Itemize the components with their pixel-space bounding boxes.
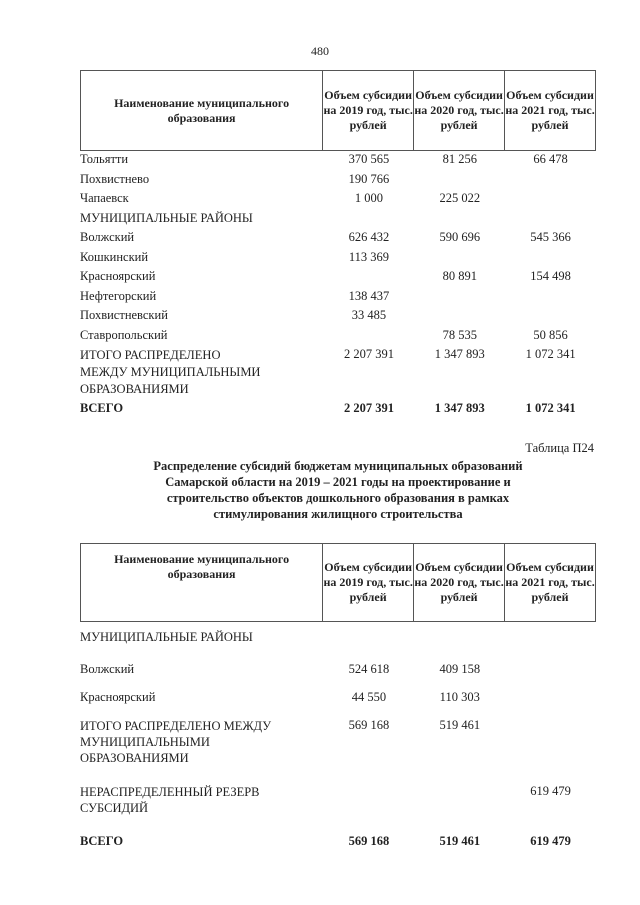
value-2020 <box>414 308 505 328</box>
value-2019: 370 565 <box>348 152 390 166</box>
distributed-label-line: ОБРАЗОВАНИЯМИ <box>80 751 189 765</box>
row-name: Волжский <box>80 662 135 676</box>
row-name: Красноярский <box>80 269 156 283</box>
section-heading: МУНИЦИПАЛЬНЫЕ РАЙОНЫ <box>80 210 253 225</box>
table-row <box>80 328 596 348</box>
value-2020: 519 461 <box>439 718 481 732</box>
distributed-label-line: МУНИЦИПАЛЬНЫМИ <box>80 735 210 749</box>
value-2021 <box>505 662 596 690</box>
value-2019: 33 485 <box>351 308 387 322</box>
value-2021 <box>505 250 596 270</box>
distributed-row <box>80 718 596 784</box>
value-2021: 154 498 <box>530 269 571 283</box>
table1-body <box>80 152 596 421</box>
section-heading: МУНИЦИПАЛЬНЫЕ РАЙОНЫ <box>80 630 253 644</box>
header-2020: Объем субсидии на 2020 год, тыс. рублей <box>414 544 505 622</box>
table-caption <box>80 458 596 522</box>
caption-line: строительство объектов дошкольного образования в рамках <box>166 491 510 505</box>
value-2020 <box>414 784 505 834</box>
value-2020 <box>414 172 505 192</box>
value-2020: 110 303 <box>439 690 480 704</box>
value-2021 <box>505 289 596 309</box>
caption-line: Распределение субсидий бюджетам муниципальных образований <box>153 459 523 473</box>
header-2019: Объем субсидии на 2019 год, тыс. рублей <box>323 71 414 151</box>
value-2019 <box>324 269 415 289</box>
value-2021: 1 072 341 <box>525 401 576 415</box>
total-row <box>80 834 596 854</box>
row-name: Кошкинский <box>80 249 149 264</box>
value-2020 <box>414 630 505 662</box>
reserve-row <box>80 784 596 834</box>
row-name: Похвистневский <box>80 308 168 322</box>
value-2021 <box>505 211 596 231</box>
total-label: ВСЕГО <box>80 401 124 415</box>
row-name: Нефтегорский <box>80 288 157 303</box>
value-2020 <box>414 211 505 231</box>
table-row <box>80 211 596 231</box>
value-2021: 1 072 341 <box>525 347 576 361</box>
value-2020: 590 696 <box>439 230 481 244</box>
value-2020: 1 347 893 <box>434 401 485 415</box>
row-name: Красноярский <box>80 690 156 704</box>
table-row <box>80 191 596 211</box>
total-label: ВСЕГО <box>80 834 124 848</box>
caption-line: стимулирования жилищного строительства <box>213 507 463 521</box>
value-2019: 1 000 <box>354 191 384 205</box>
value-2020: 519 461 <box>439 834 481 848</box>
value-2021: 619 479 <box>530 784 571 798</box>
table1-header <box>80 70 596 151</box>
distributed-label-line: ИТОГО РАСПРЕДЕЛЕНО <box>80 348 221 362</box>
row-name: Тольятти <box>80 152 129 166</box>
table-label: Таблица П24 <box>525 441 594 455</box>
table-row <box>80 308 596 328</box>
value-2019 <box>324 630 415 662</box>
value-2021: 50 856 <box>533 327 568 342</box>
distributed-label-line: ИТОГО РАСПРЕДЕЛЕНО МЕЖДУ <box>80 719 272 733</box>
value-2020: 409 158 <box>439 662 481 676</box>
table-row <box>80 289 596 309</box>
header-name: Наименование муниципального образования <box>81 71 323 151</box>
value-2020: 225 022 <box>439 191 481 205</box>
reserve-label-line: НЕРАСПРЕДЕЛЕННЫЙ РЕЗЕРВ <box>80 785 260 799</box>
header-2020: Объем субсидии на 2020 год, тыс. рублей <box>414 71 505 151</box>
value-2019: 2 207 391 <box>343 347 394 361</box>
value-2021 <box>505 172 596 192</box>
page-number: 480 <box>311 44 329 58</box>
header-2021: Объем субсидии на 2021 год, тыс. рублей <box>505 544 596 622</box>
value-2021: 619 479 <box>530 834 571 848</box>
value-2020: 78 535 <box>442 327 477 342</box>
value-2019: 524 618 <box>348 662 390 676</box>
distributed-row <box>80 347 596 401</box>
value-2019: 626 432 <box>348 230 390 244</box>
value-2019: 569 168 <box>348 718 390 732</box>
table-row <box>80 690 596 718</box>
value-2021 <box>505 308 596 328</box>
value-2019: 569 168 <box>348 834 390 848</box>
value-2021 <box>505 690 596 718</box>
table-row <box>80 152 596 172</box>
table-row <box>80 662 596 690</box>
distributed-label-line: ОБРАЗОВАНИЯМИ <box>80 382 189 396</box>
row-name: Чапаевск <box>80 191 129 205</box>
value-2019 <box>324 784 415 834</box>
value-2019: 2 207 391 <box>343 401 394 415</box>
caption-line: Самарской области на 2019 – 2021 годы на проектирование и <box>165 475 511 489</box>
table-row <box>80 250 596 270</box>
distributed-label-line: МЕЖДУ МУНИЦИПАЛЬНЫМИ <box>80 365 261 379</box>
header-name: Наименование муниципального образования <box>81 544 323 622</box>
value-2020: 81 256 <box>442 152 477 166</box>
value-2019 <box>324 328 415 348</box>
distributed-label <box>80 718 324 784</box>
total-row <box>80 401 596 421</box>
reserve-label-line: СУБСИДИЙ <box>80 801 149 815</box>
header-2019: Объем субсидии на 2019 год, тыс. рублей <box>323 544 414 622</box>
value-2019: 138 437 <box>348 288 390 303</box>
value-2021 <box>505 718 596 784</box>
table-row <box>80 269 596 289</box>
row-name: Похвистнево <box>80 171 150 186</box>
value-2020 <box>414 289 505 309</box>
value-2021: 545 366 <box>530 230 571 244</box>
value-2021 <box>505 630 596 662</box>
distributed-label <box>80 347 324 401</box>
reserve-label <box>80 784 324 834</box>
table2-body <box>80 630 596 854</box>
value-2019: 190 766 <box>348 171 390 186</box>
row-name: Ставропольский <box>80 327 168 342</box>
header-2021: Объем субсидии на 2021 год, тыс. рублей <box>505 71 596 151</box>
table-row <box>80 172 596 192</box>
value-2021 <box>505 191 596 211</box>
value-2020: 1 347 893 <box>434 347 485 361</box>
value-2019: 44 550 <box>351 690 387 704</box>
value-2019: 113 369 <box>348 249 390 264</box>
table-row <box>80 630 596 662</box>
value-2020: 80 891 <box>442 269 477 283</box>
table-row <box>80 230 596 250</box>
value-2021: 66 478 <box>533 152 568 166</box>
table2-header <box>80 543 596 622</box>
row-name: Волжский <box>80 230 135 244</box>
value-2020 <box>414 250 505 270</box>
value-2019 <box>324 211 415 231</box>
